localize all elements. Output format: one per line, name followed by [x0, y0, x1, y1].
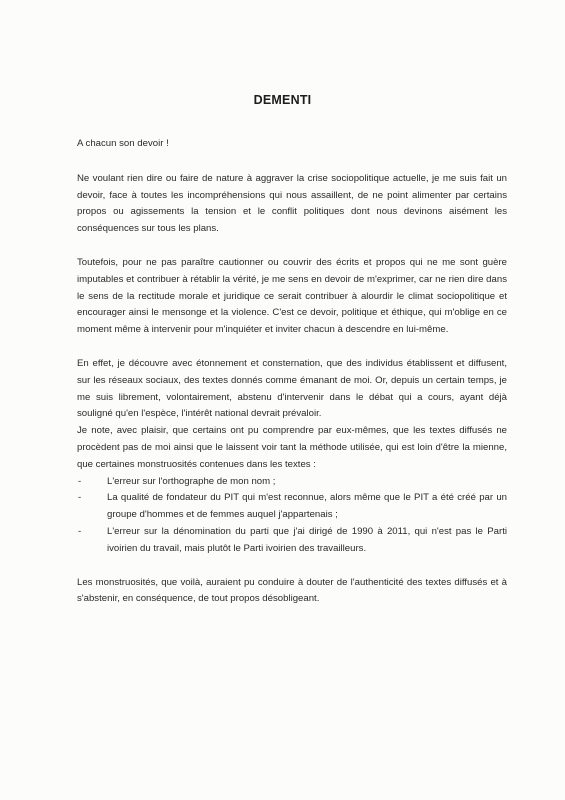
document-body [77, 136, 507, 625]
paragraph-3: En effet, je découvre avec étonnement et consternation, que des individus établissent et diffusent, sur les réseaux sociaux, des textes donnés comme émanant de moi. Or, depuis un certain temps, je me suis librement, volontairement, abstenu d'intervenir dans le débat qui a cours, ayant déjà souligné qu'en l'espèce, l'intérêt national devrait prévaloir. [77, 357, 507, 420]
salutation: A chacun son devoir ! [77, 138, 169, 149]
paragraph-1: Ne voulant rien dire ou faire de nature à aggraver la crise sociopolitique actuelle, je me suis fait un devoir, face à toutes les incompréhensions qui nous assaillent, de ne point alimenter par certains propos ou agissements la tension et le conflit politiques dont nous devinons aisément les conséquences sur tous les plans. [77, 172, 507, 235]
closing-paragraph: Les monstruosités, que voilà, auraient pu conduire à douter de l'authenticité des textes diffusés et à s'abstenir, en conséquence, de tout propos désobligeant. [77, 576, 507, 605]
bullet-marker: - [78, 492, 82, 504]
bullet-marker: - [78, 525, 82, 537]
bullet-list [77, 474, 507, 558]
bullet-text: L'erreur sur l'orthographe de mon nom ; [107, 475, 276, 487]
document-title: DEMENTI [253, 93, 312, 107]
bullet-text: L'erreur sur la dénomination du parti que j'ai dirigé de 1990 à 2011, qui n'est pas le Parti ivoirien du travail, mais plutôt le Parti ivoirien des travailleurs. [107, 525, 507, 554]
paragraph-2: Toutefois, pour ne pas paraître cautionner ou couvrir des écrits et propos qui ne me sont guère imputables et contribuer à rétablir la vérité, je me sens en devoir de m'exprimer, car ne rien dire dans le sens de la rectitude morale et juridique ce serait contribuer à alourdir le climat sociopolitique et encourager ainsi le mensonge et la violence. C'est ce devoir, politique et éthique, qui m'oblige en ce moment même à intervenir pour m'inquiéter et inviter chacun à descendre en lui-même. [77, 256, 507, 336]
bullet-text: La qualité de fondateur du PIT qui m'est reconnue, alors même que le PIT a été créé par un groupe d'hommes et de femmes auquel j'appartenais ; [107, 492, 507, 521]
bullet-item-1 [77, 474, 507, 491]
bullet-item-3 [77, 524, 507, 558]
bullet-item-2 [77, 490, 507, 524]
paragraph-4: Je note, avec plaisir, que certains ont pu comprendre par eux-mêmes, que les textes diffusés ne procèdent pas de moi ainsi que le laissent voir tant la méthode utilisée, qui est loin d'être la mienne, que certaines monstruosités contenues dans les textes : [77, 425, 507, 470]
bullet-marker: - [78, 475, 82, 487]
